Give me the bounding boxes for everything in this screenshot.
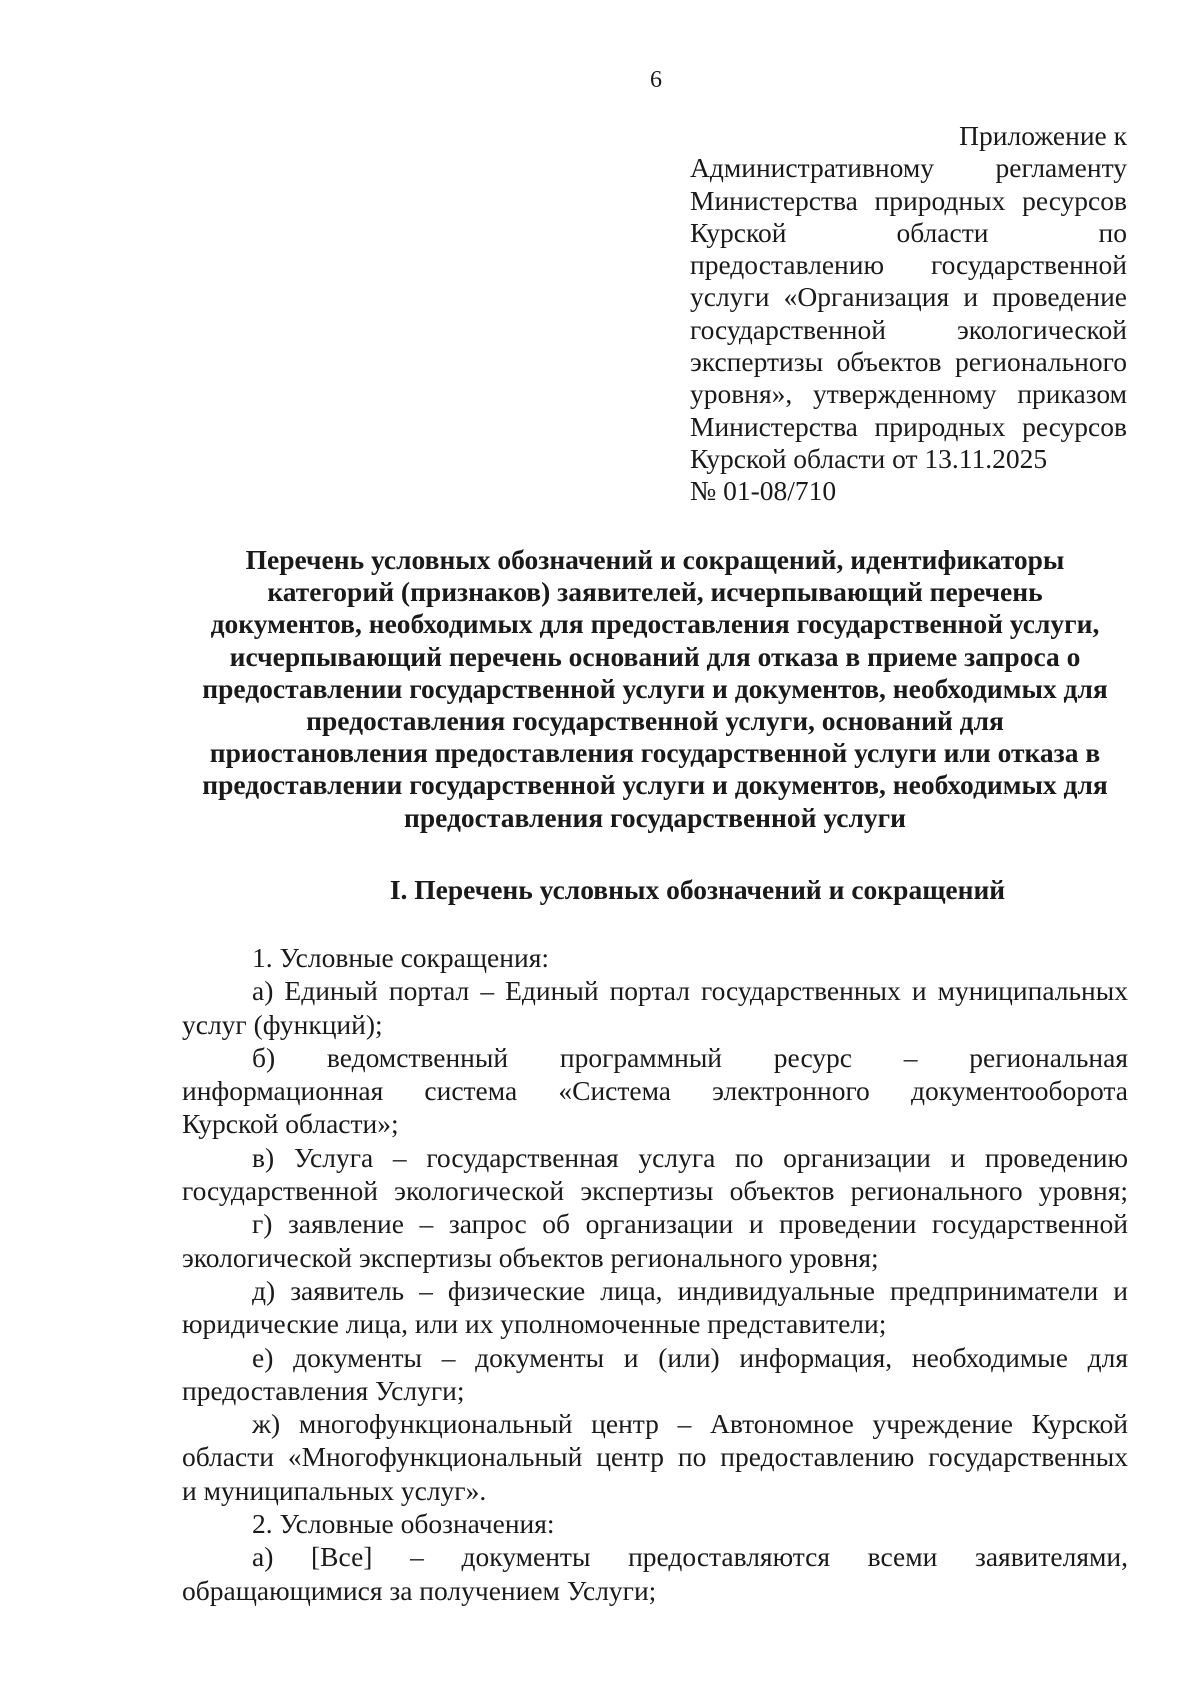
body-line: услуг (функций); xyxy=(182,1008,383,1040)
title-line: предоставлении государственной услуги и документов, необходимых для xyxy=(202,769,1108,801)
annex-line: экспертизы объектов регионального xyxy=(690,346,1127,378)
annex-line: уровня», утвержденному приказом xyxy=(690,378,1127,410)
body-line: области «Многофункциональный центр по предоставлению государственных xyxy=(182,1441,1128,1473)
annex-line: Министерства природных ресурсов xyxy=(690,410,1127,442)
body-line: обращающимися за получением Услуги; xyxy=(182,1574,657,1606)
body-line: в) Услуга – государственная услуга по организации и проведению xyxy=(252,1141,1128,1173)
annex-line: государственной экологической xyxy=(690,313,1127,345)
body-line: и муниципальных услуг». xyxy=(182,1474,487,1506)
title-line: предоставления государственной услуги xyxy=(404,801,906,833)
body-line: государственной экологической экспертизы объектов регионального уровня; xyxy=(182,1175,1128,1207)
title-line: документов, необходимых для предоставления государственной услуги, xyxy=(210,608,1100,640)
body-line: г) заявление – запрос об организации и проведении государственной xyxy=(252,1208,1128,1240)
title-line: предоставлении государственной услуги и документов, необходимых для xyxy=(202,672,1108,704)
annex-line: услуги «Организация и проведение xyxy=(690,281,1127,313)
body-line: б) ведомственный программный ресурс – региональная xyxy=(252,1041,1128,1073)
body-text xyxy=(182,941,1128,1607)
body-line: экологической экспертизы объектов регионального уровня; xyxy=(182,1241,879,1273)
page-number: 6 xyxy=(650,67,662,93)
body-line: информационная система «Система электронного документооборота xyxy=(182,1075,1128,1107)
body-line: а) Единый портал – Единый портал государственных и муниципальных xyxy=(252,975,1128,1007)
document-title xyxy=(180,544,1130,834)
body-line: ж) многофункциональный центр – Автономное учреждение Курской xyxy=(252,1408,1128,1440)
annex-line: предоставлению государственной xyxy=(690,249,1127,281)
title-line: исчерпывающий перечень оснований для отказа в приеме запроса о xyxy=(229,640,1081,672)
title-line: Перечень условных обозначений и сокращений, идентификаторы xyxy=(245,544,1065,575)
annex-line: Курской области от 13.11.2025 xyxy=(690,442,1048,474)
body-line: Курской области»; xyxy=(182,1108,399,1140)
annex-line: № 01-08/710 xyxy=(690,475,837,507)
body-line: д) заявитель – физические лица, индивидуальные предприниматели и xyxy=(252,1274,1128,1306)
annex-line: Административному регламенту xyxy=(690,152,1127,184)
annex-block xyxy=(690,120,1127,508)
annex-line: Приложение к xyxy=(959,120,1127,151)
section-heading: I. Перечень условных обозначений и сокращений xyxy=(389,874,1006,905)
body-line: юридические лица, или их уполномоченные представители; xyxy=(182,1308,887,1340)
body-line: а) [Все] – документы предоставляются всеми заявителями, xyxy=(252,1541,1128,1573)
title-line: приостановления предоставления государственной услуги или отказа в xyxy=(209,737,1101,769)
body-line: е) документы – документы и (или) информация, необходимые для xyxy=(252,1341,1128,1373)
body-line: предоставления Услуги; xyxy=(182,1374,465,1406)
annex-line: Курской области по xyxy=(690,216,1127,248)
title-line: категорий (признаков) заявителей, исчерпывающий перечень xyxy=(267,576,1043,608)
annex-line: Министерства природных ресурсов xyxy=(690,184,1127,216)
body-line: 2. Условные обозначения: xyxy=(252,1508,555,1540)
body-line: 1. Условные сокращения: xyxy=(252,942,549,973)
title-line: предоставления государственной услуги, оснований для xyxy=(306,705,1004,737)
